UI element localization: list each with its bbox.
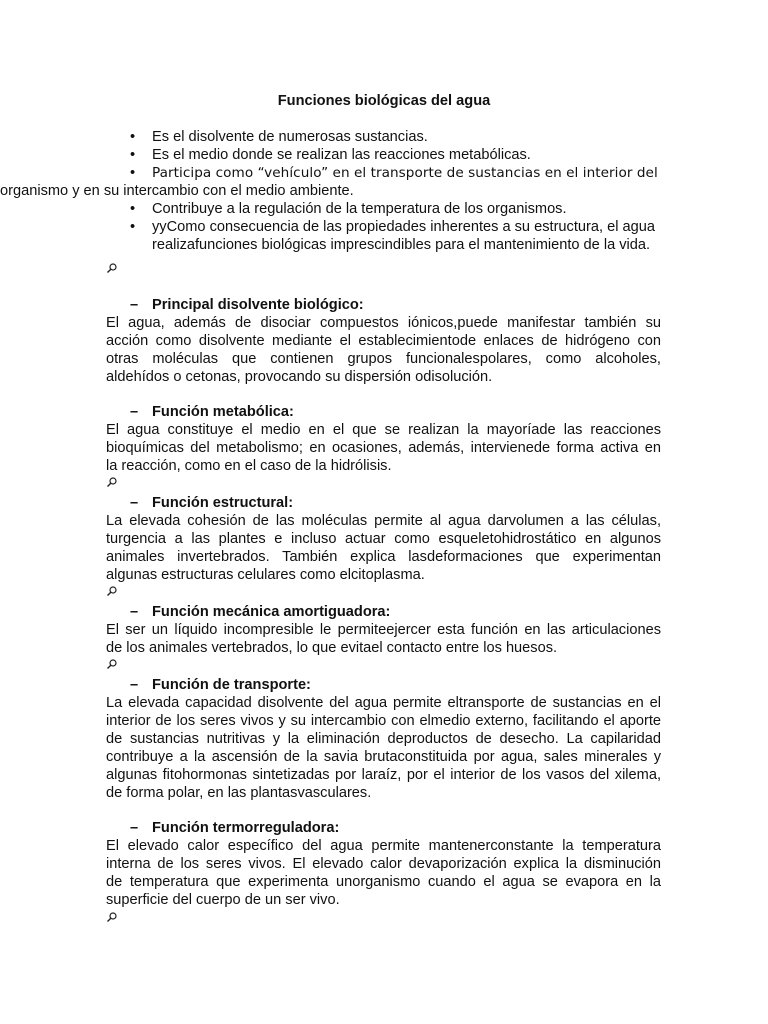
- paragraph-line: la reacción, como en el caso de la hidrólisis.: [106, 458, 392, 474]
- paragraph-line: interna de los seres vivos. El elevado calor devaporización explica la disminución: [106, 856, 661, 872]
- paragraph-line: El agua, además de disociar compuestos iónicos,puede manifestar también su: [106, 315, 661, 331]
- section-heading: [106, 603, 661, 621]
- paragraph-line: bioquímicas del metabolismo; en ocasiones, además, intervienede forma activa en: [106, 440, 661, 456]
- dash-icon: –: [130, 677, 139, 693]
- list-item-text: Participa como “vehículo” en el transporte de sustancias en el interior del: [152, 165, 658, 181]
- paragraph-line: interior de los seres vivos y su intercambio con elmedio externo, facilitando el aporte: [106, 713, 661, 729]
- paragraph-line: La elevada capacidad disolvente del agua permite eltransporte de sustancias en el: [106, 695, 661, 711]
- list-item: [106, 164, 666, 182]
- section-paragraph: [106, 621, 661, 657]
- paragraph-line: superficie del cuerpo de un ser vivo.: [106, 892, 340, 908]
- list-item: [106, 146, 666, 164]
- magnifier-icon: [106, 262, 120, 276]
- section-heading-text: Función termorreguladora:: [152, 820, 340, 836]
- paragraph-line: turgencia a las plantes e incluso actuar como esqueletohidrostático en algunos: [106, 531, 661, 547]
- bullet-icon: •: [130, 129, 136, 145]
- section-paragraph: [106, 314, 661, 386]
- dash-icon: –: [130, 820, 139, 836]
- section-paragraph: [106, 512, 661, 584]
- section-heading: [106, 676, 661, 694]
- section-paragraph: [106, 837, 661, 909]
- list-item: [106, 200, 666, 218]
- section-funcion-transporte: [106, 676, 661, 802]
- section-funcion-estructural: [106, 494, 661, 584]
- list-item-continuation: [106, 236, 666, 254]
- section-heading: [106, 819, 661, 837]
- dash-icon: –: [130, 604, 139, 620]
- bullet-icon: •: [130, 201, 136, 217]
- magnifier-icon: [106, 476, 120, 490]
- dash-icon: –: [130, 404, 139, 420]
- paragraph-line: algunas fitohormonas sintetizadas por laraíz, por el interior de los vasos del xilema,: [106, 767, 661, 783]
- section-heading-text: Principal disolvente biológico:: [152, 297, 364, 313]
- magnifier-icon: [106, 585, 120, 599]
- list-item-text: yyComo consecuencia de las propiedades inherentes a su estructura, el agua: [152, 219, 655, 235]
- dash-icon: –: [130, 297, 139, 313]
- paragraph-line: aldehídos o cetonas, provocando su dispersión odisolución.: [106, 369, 493, 385]
- section-funcion-mecanica: [106, 603, 661, 657]
- list-item-text: Es el disolvente de numerosas sustancias.: [152, 129, 428, 145]
- section-paragraph: [106, 694, 661, 802]
- paragraph-line: algunas estructuras celulares como elcitoplasma.: [106, 567, 425, 583]
- paragraph-line: La elevada cohesión de las moléculas permite al agua darvolumen a las células,: [106, 513, 661, 529]
- list-item: [106, 218, 666, 236]
- bullet-icon: •: [130, 147, 136, 163]
- paragraph-line: de sustancias nutritivas y la eliminación deproductos de desecho. La capilaridad: [106, 731, 661, 747]
- paragraph-line: otras moléculas que contienen grupos funcionalespolares, como alcoholes,: [106, 351, 661, 367]
- bullet-list: [0, 128, 666, 254]
- dash-icon: –: [130, 495, 139, 511]
- paragraph-line: de los animales vertebrados, lo que evitael contacto entre los huesos.: [106, 640, 558, 656]
- paragraph-line: El ser un líquido incompresible le permiteejercer esta función en las articulaciones: [106, 622, 661, 638]
- paragraph-line: animales invertebrados. También explica lasdeformaciones que experimentan: [106, 549, 661, 565]
- section-heading: [106, 296, 661, 314]
- document-title: Funciones biológicas del agua: [277, 93, 491, 109]
- paragraph-line: de temperatura que experimenta unorganismo cuando el agua se evapora en la: [106, 874, 661, 890]
- section-heading-text: Función estructural:: [152, 495, 294, 511]
- section-funcion-termorreguladora: [106, 819, 661, 909]
- bullet-icon: •: [130, 219, 136, 235]
- list-item-text: realizafunciones biológicas imprescindibles para el mantenimiento de la vida.: [152, 237, 651, 253]
- paragraph-line: contribuye a la ascensión de la savia brutaconstituida por agua, sales minerales y: [106, 749, 661, 765]
- section-heading-text: Función de transporte:: [152, 677, 311, 693]
- section-heading-text: Función metabólica:: [152, 404, 294, 420]
- section-heading-text: Función mecánica amortiguadora:: [152, 604, 391, 620]
- section-funcion-metabolica: [106, 403, 661, 475]
- section-paragraph: [106, 421, 661, 475]
- section-heading: [106, 494, 661, 512]
- section-principal-disolvente: [106, 296, 661, 386]
- list-item-continuation: organismo y en su intercambio con el medio ambiente.: [0, 183, 354, 199]
- list-item-text: Es el medio donde se realizan las reacciones metabólicas.: [152, 147, 531, 163]
- magnifier-icon: [106, 658, 120, 672]
- paragraph-line: de forma polar, en las plantasvasculares.: [106, 785, 372, 801]
- paragraph-line: acción como disolvente mediante el establecimientode enlaces de hidrógeno con: [106, 333, 661, 349]
- paragraph-line: El elevado calor específico del agua permite mantenerconstante la temperatura: [106, 838, 661, 854]
- list-item: [106, 128, 666, 146]
- magnifier-icon: [106, 911, 120, 925]
- paragraph-line: El agua constituye el medio en el que se realizan la mayoríade las reacciones: [106, 422, 661, 438]
- list-item-text: Contribuye a la regulación de la temperatura de los organismos.: [152, 201, 567, 217]
- bullet-icon: •: [130, 165, 136, 181]
- section-heading: [106, 403, 661, 421]
